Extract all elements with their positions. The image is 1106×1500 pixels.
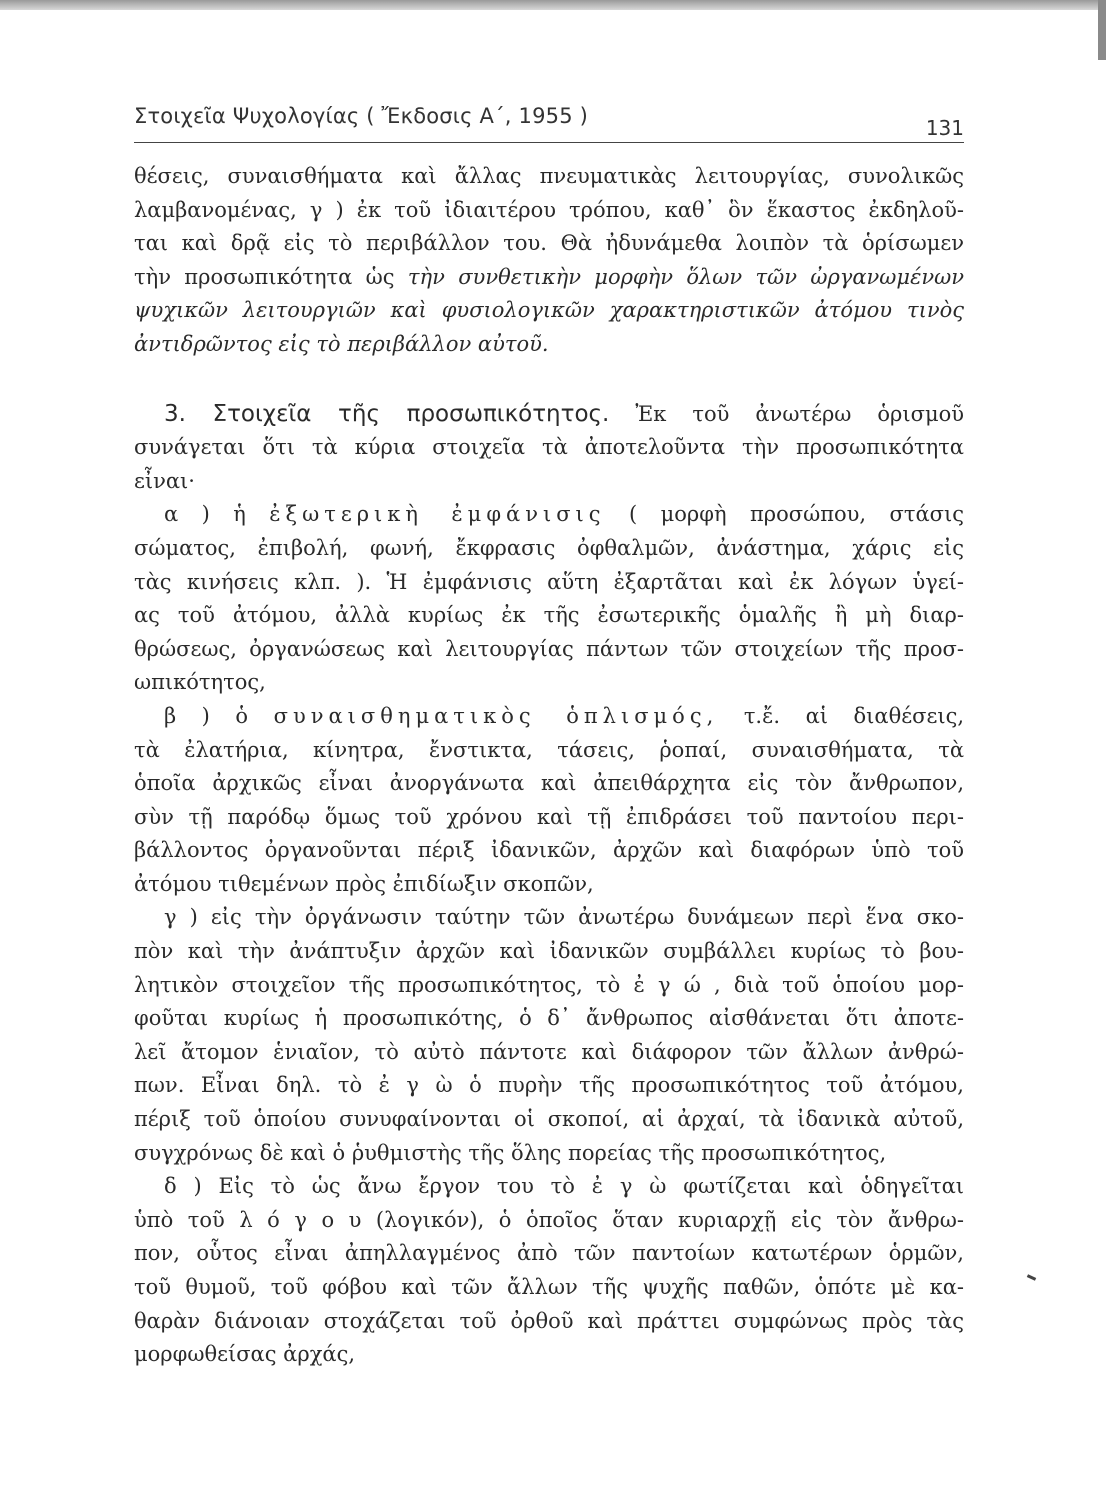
scan-top-edge xyxy=(0,0,1106,10)
item-label: β ) ὁ xyxy=(164,703,249,728)
definition-italic: ψυχικῶν λειτουργιῶν καὶ φυσιολογικῶν χαρακτηριστικῶν ἀτόμου τινὸς xyxy=(134,298,964,323)
text-line: λητικὸν στοιχεῖον τῆς προσωπικότητος, τὸ ἐ γ ώ , διὰ τοῦ ὁποίου μορ- xyxy=(134,972,964,997)
text-line: λεῖ ἄτομον ἑνιαῖον, τὸ αὐτὸ πάντοτε καὶ διάφορον τῶν ἄλλων ἀνθρώ- xyxy=(134,1039,964,1064)
header-rule xyxy=(134,142,964,143)
text-line: τὰς κινήσεις κλπ. ). Ἡ ἐμφάνισις αὕτη ἐξαρτᾶται καὶ ἐκ λόγων ὑγεί- xyxy=(134,569,964,594)
text-line: ωπικότητος, xyxy=(134,670,266,695)
spaced-term: ἐξωτερικὴ ἐμφάνισις xyxy=(269,502,606,527)
text-line: ται καὶ δρᾷ εἰς τὸ περιβάλλον του. Θὰ ἠδυνάμεθα λοιπὸν τὰ ὁρίσωμεν xyxy=(134,231,964,256)
item-a-first-line xyxy=(134,498,964,532)
margin-mark xyxy=(1027,1274,1036,1281)
text-line: σὺν τῇ παρόδῳ ὅμως τοῦ χρόνου καὶ τῇ ἐπιδράσει τοῦ παντοίου περι- xyxy=(134,804,964,829)
text-line: ὁποῖα ἀρχικῶς εἶναι ἀνοργάνωτα καὶ ἀπειθάρχητα εἰς τὸν ἄνθρωπον, xyxy=(134,771,964,796)
page-body xyxy=(134,160,964,1372)
text-line: θαρὰν διάνοιαν στοχάζεται τοῦ ὀρθοῦ καὶ πράττει συμφώνως πρὸς τὰς xyxy=(134,1308,964,1333)
text-line: μορφωθείσας ἀρχάς, xyxy=(134,1342,356,1367)
text-line: ἀτόμου τιθεμένων πρὸς ἐπιδίωξιν σκοπῶν, xyxy=(134,871,594,896)
item-label: α ) ἡ xyxy=(164,502,246,527)
text-line: τοῦ θυμοῦ, τοῦ φόβου καὶ τῶν ἄλλων τῆς ψυχῆς παθῶν, ὁπότε μὲ κα- xyxy=(134,1275,964,1299)
running-title: Στοιχεῖα Ψυχολογίας ( Ἔκδοσις Α΄, 1955 ) xyxy=(134,104,589,128)
text-line: θέσεις, συναισθήματα καὶ ἄλλας πνευματικὰς λειτουργίας, συνολικῶς xyxy=(134,164,964,188)
text-line: συγχρόνως δὲ καὶ ὁ ῥυθμιστὴς τῆς ὅλης πορείας τῆς προσωπικότητος, xyxy=(134,1140,887,1165)
section-heading: 3. Στοιχεῖα τῆς προσωπικότητος. xyxy=(164,400,610,427)
page-number: 131 xyxy=(925,116,964,140)
text-line: θρώσεως, ὀργανώσεως καὶ λειτουργίας πάντων τῶν στοιχείων τῆς προσ- xyxy=(134,636,964,661)
scan-right-edge xyxy=(1098,0,1106,60)
definition-italic: ἀντιδρῶντος εἰς τὸ περιβάλλον αὐτοῦ. xyxy=(134,331,549,356)
text-line: πέριξ τοῦ ὁποίου συνυφαίνονται οἱ σκοποί, αἱ ἀρχαί, τὰ ἰδανικὰ αὐτοῦ, xyxy=(134,1107,964,1132)
text-line: πων. Εἶναι δηλ. τὸ ἐ γ ὼ ὁ πυρὴν τῆς προσωπικότητος τοῦ ἀτόμου, xyxy=(134,1073,964,1098)
text-line: σώματος, ἐπιβολή, φωνή, ἔκφρασις ὀφθαλμῶν, ἀνάστημα, χάρις εἰς xyxy=(134,535,964,560)
item-b-first-line xyxy=(134,700,964,734)
text-line: ας τοῦ ἀτόμου, ἀλλὰ κυρίως ἐκ τῆς ἐσωτερικῆς ὁμαλῆς ἢ μὴ διαρ- xyxy=(134,603,964,628)
text-span: ( μορφὴ προσώπου, στάσις xyxy=(629,502,964,527)
text-line: φοῦται κυρίως ἡ προσωπικότης, ὁ δ᾽ ἄνθρωπος αἰσθάνεται ὅτι ἀποτε- xyxy=(134,1006,964,1031)
text-line: τὰ ἐλατήρια, κίνητρα, ἔνστικτα, τάσεις, ῥοπαί, συναισθήματα, τὰ xyxy=(134,737,964,762)
text-line: βάλλοντος ὀργανοῦνται πέριξ ἰδανικῶν, ἀρχῶν καὶ διαφόρων ὑπὸ τοῦ xyxy=(134,838,964,863)
text-line: ὑπὸ τοῦ λ ό γ ο υ (λογικόν), ὁ ὁποῖος ὅταν κυριαρχῇ εἰς τὸν ἄνθρω- xyxy=(134,1207,964,1232)
text-line: πὸν καὶ τὴν ἀνάπτυξιν ἀρχῶν καὶ ἰδανικῶν συμβάλλει κυρίως τὸ βου- xyxy=(134,939,964,964)
text-line: συνάγεται ὅτι τὰ κύρια στοιχεῖα τὰ ἀποτελοῦντα τὴν προσωπικότητα xyxy=(134,435,964,460)
text-line: δ ) Εἰς τὸ ὡς ἄνω ἔργον του τὸ ἐ γ ὼ φωτίζεται καὶ ὁδηγεῖται xyxy=(164,1174,964,1199)
definition-italic: τὴν συνθετικὴν μορφὴν ὅλων τῶν ὠργανωμένων xyxy=(407,264,964,289)
text-line xyxy=(134,261,964,295)
text-span: τ.ἔ. αἱ διαθέσεις, xyxy=(743,703,965,728)
text-span: Ἐκ τοῦ ἀνωτέρω ὁρισμοῦ xyxy=(635,401,965,426)
text-line: εἶναι· xyxy=(134,468,195,493)
page-header xyxy=(134,96,964,140)
text-span: τὴν προσωπικότητα ὡς xyxy=(134,264,395,289)
spaced-term: συναισθηματικὸς ὁπλισμός, xyxy=(273,703,719,728)
section-gap xyxy=(134,362,964,398)
text-line: λαμβανομένας, γ ) ἐκ τοῦ ἰδιαιτέρου τρόπου, καθ᾽ ὃν ἕκαστος ἐκδηλοῦ- xyxy=(134,197,964,222)
text-line: πον, οὗτος εἶναι ἀπηλλαγμένος ἀπὸ τῶν παντοίων κατωτέρων ὁρμῶν, xyxy=(134,1241,964,1266)
text-line: γ ) εἰς τὴν ὀργάνωσιν ταύτην τῶν ἀνωτέρω δυνάμεων περὶ ἕνα σκο- xyxy=(164,905,964,930)
section-heading-line xyxy=(134,398,964,432)
